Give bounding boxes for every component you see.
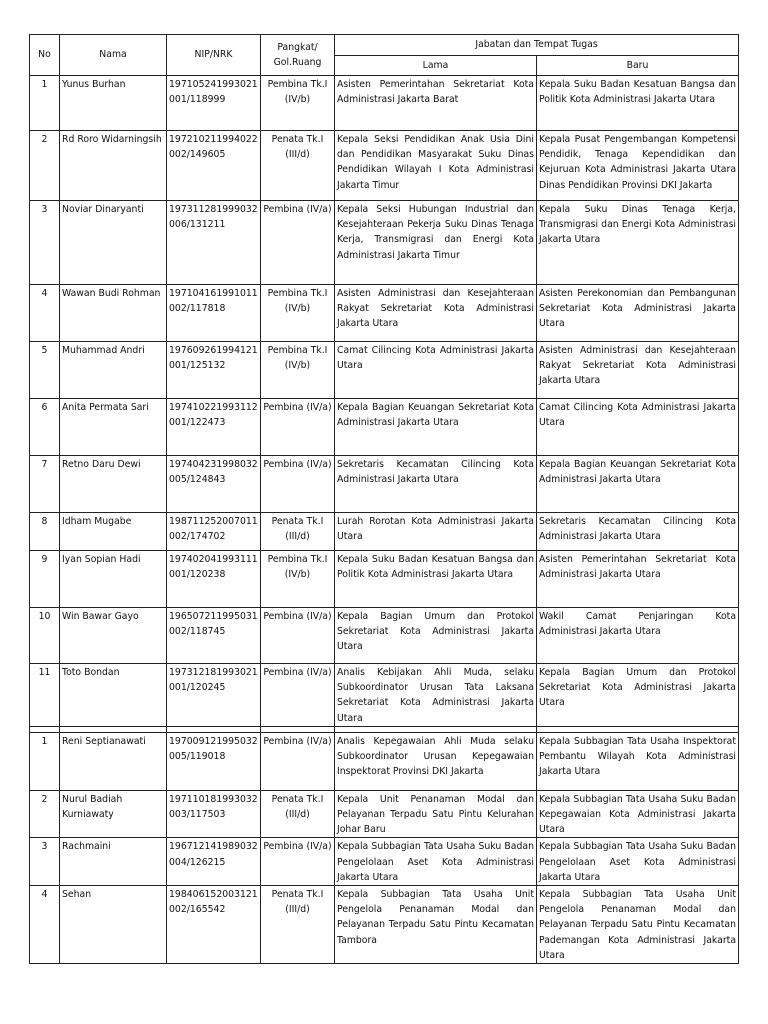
- employee-rank: [261, 608, 335, 664]
- row-number: 8: [30, 513, 60, 551]
- old-position: Kepala Unit Penanaman Modal dan Pelayanan Terpadu Satu Pintu Kelurahan Johar Baru: [335, 790, 537, 838]
- rank-grade: (III/d): [285, 149, 310, 161]
- new-position: Kepala Subbagian Tata Usaha Unit Pengelola Penanaman Modal dan Pelayanan Terpadu Satu Pintu Kecamatan Pademangan Kota Administrasi Jakarta Utara: [537, 886, 739, 964]
- employee-name: Rachmaini: [60, 838, 167, 886]
- rank-grade: (IV/b): [284, 360, 311, 372]
- row-number: 11: [30, 664, 60, 727]
- employee-nip: 197210211994022 002/149605: [167, 131, 261, 201]
- new-position: Kepala Suku Badan Kesatuan Bangsa dan Politik Kota Administrasi Jakarta Utara: [537, 76, 739, 131]
- employee-rank: [261, 664, 335, 727]
- new-position: Kepala Subbagian Tata Usaha Inspektorat Pembantu Wilayah Kota Administrasi Jakarta Utara: [537, 732, 739, 790]
- old-position: Kepala Bagian Umum dan Protokol Sekretariat Kota Administrasi Jakarta Utara: [335, 608, 537, 664]
- new-position: Kepala Bagian Keuangan Sekretariat Kota Administrasi Jakarta Utara: [537, 456, 739, 513]
- rank-title: Pembina Tk.I: [267, 79, 328, 90]
- new-position: Kepala Bagian Umum dan Protokol Sekretariat Kota Administrasi Jakarta Utara: [537, 664, 739, 727]
- rank-title: Pembina Tk.I: [267, 345, 328, 356]
- table-row: [30, 551, 739, 608]
- header-new: Baru: [537, 56, 739, 76]
- employee-rank: [261, 285, 335, 342]
- employee-name: Win Bawar Gayo: [60, 608, 167, 664]
- table-row: [30, 399, 739, 456]
- rank-grade: (IV/b): [284, 303, 311, 315]
- employee-name: Toto Bondan: [60, 664, 167, 727]
- employee-name: Wawan Budi Rohman: [60, 285, 167, 342]
- employee-name: Sehan: [60, 886, 167, 964]
- header-position-group: Jabatan dan Tempat Tugas: [335, 35, 739, 56]
- rank-grade: (III/d): [285, 531, 310, 543]
- table-row: [30, 513, 739, 551]
- employee-rank: [261, 838, 335, 886]
- row-number: 2: [30, 131, 60, 201]
- old-position: Analis Kepegawaian Ahli Muda selaku Subkoordinator Urusan Kepegawaian Inspektorat Provinsi DKI Jakarta: [335, 732, 537, 790]
- table-row: [30, 201, 739, 285]
- table-row: [30, 342, 739, 399]
- row-number: 6: [30, 399, 60, 456]
- employee-rank: [261, 201, 335, 285]
- row-number: 10: [30, 608, 60, 664]
- table-row: [30, 732, 739, 790]
- employee-nip: 197009121995032 005/119018: [167, 732, 261, 790]
- table-row: [30, 131, 739, 201]
- employee-name: Noviar Dinaryanti: [60, 201, 167, 285]
- employee-nip: 196507211995031 002/118745: [167, 608, 261, 664]
- employee-rank: [261, 399, 335, 456]
- row-number: 1: [30, 732, 60, 790]
- new-position: Asisten Administrasi dan Kesejahteraan Rakyat Sekretariat Kota Administrasi Jakarta Utara: [537, 342, 739, 399]
- employee-name: Yunus Burhan: [60, 76, 167, 131]
- header-rank-line1: Pangkat/: [277, 41, 318, 53]
- rank-title: Penata Tk.I: [271, 793, 324, 805]
- employee-rank: [261, 342, 335, 399]
- employee-rank: [261, 790, 335, 838]
- new-position: Kepala Subbagian Tata Usaha Suku Badan Pengelolaan Aset Kota Administrasi Jakarta Utara: [537, 838, 739, 886]
- table-row: [30, 76, 739, 131]
- old-position: Lurah Rorotan Kota Administrasi Jakarta Utara: [335, 513, 537, 551]
- rank-title: Pembina (IV/a): [263, 204, 332, 215]
- employee-rank: [261, 76, 335, 131]
- new-position: Kepala Pusat Pengembangan Kompetensi Pendidik, Tenaga Kependidikan dan Kejuruan Kota Administrasi Jakarta Utara Dinas Pendidikan Provinsi DKI Jakarta: [537, 131, 739, 201]
- old-position: Analis Kebijakan Ahli Muda, selaku Subkoordinator Urusan Tata Laksana Sekretariat Kota Administrasi Jakarta Utara: [335, 664, 537, 727]
- header-nip: NIP/NRK: [167, 35, 261, 76]
- old-position: Asisten Pemerintahan Sekretariat Kota Administrasi Jakarta Barat: [335, 76, 537, 131]
- row-number: 2: [30, 790, 60, 838]
- employee-name: Rd Roro Widarningsih: [60, 131, 167, 201]
- header-old: Lama: [335, 56, 537, 76]
- personnel-table: [29, 34, 739, 964]
- header-rank: [261, 35, 335, 76]
- employee-name: Muhammad Andri: [60, 342, 167, 399]
- employee-nip: 197311281999032 006/131211: [167, 201, 261, 285]
- old-position: Kepala Seksi Hubungan Industrial dan Kesejahteraan Pekerja Suku Dinas Tenaga Kerja, Transmigrasi dan Energi Kota Administrasi Jakarta Timur: [335, 201, 537, 285]
- rank-grade: (III/d): [285, 904, 310, 916]
- row-number: 3: [30, 838, 60, 886]
- rank-title: Penata Tk.I: [271, 134, 324, 145]
- header-name: Nama: [60, 35, 167, 76]
- table-row: [30, 456, 739, 513]
- old-position: Kepala Subbagian Tata Usaha Unit Pengelola Penanaman Modal dan Pelayanan Terpadu Satu Pintu Kecamatan Tambora: [335, 886, 537, 964]
- table-row: [30, 790, 739, 838]
- new-position: Kepala Subbagian Tata Usaha Suku Badan Kepegawaian Kota Administrasi Jakarta Utara: [537, 790, 739, 838]
- employee-nip: 197402041993111 001/120238: [167, 551, 261, 608]
- employee-rank: [261, 886, 335, 964]
- employee-rank: [261, 131, 335, 201]
- rank-title: Pembina (IV/a): [263, 611, 332, 622]
- employee-name: Reni Septianawati: [60, 732, 167, 790]
- old-position: Kepala Seksi Pendidikan Anak Usia Dini dan Pendidikan Masyarakat Suku Dinas Pendidikan Wilayah I Kota Administrasi Jakarta Timur: [335, 131, 537, 201]
- row-number: 5: [30, 342, 60, 399]
- old-position: Kepala Bagian Keuangan Sekretariat Kota Administrasi Jakarta Utara: [335, 399, 537, 456]
- new-position: Camat Cilincing Kota Administrasi Jakarta Utara: [537, 399, 739, 456]
- employee-nip: 197609261994121 001/125132: [167, 342, 261, 399]
- rank-title: Penata Tk.I: [271, 889, 324, 901]
- employee-nip: 197104161991011 002/117818: [167, 285, 261, 342]
- employee-nip: 197105241993021 001/118999: [167, 76, 261, 131]
- employee-rank: [261, 732, 335, 790]
- employee-name: Anita Permata Sari: [60, 399, 167, 456]
- row-number: 3: [30, 201, 60, 285]
- rank-title: Pembina (IV/a): [263, 841, 332, 853]
- old-position: Sekretaris Kecamatan Cilincing Kota Administrasi Jakarta Utara: [335, 456, 537, 513]
- employee-rank: [261, 551, 335, 608]
- employee-nip: 196712141989032 004/126215: [167, 838, 261, 886]
- employee-name: Nurul Badiah Kurniawaty: [60, 790, 167, 838]
- employee-rank: [261, 513, 335, 551]
- rank-title: Pembina (IV/a): [263, 402, 332, 413]
- row-number: 4: [30, 886, 60, 964]
- old-position: Kepala Subbagian Tata Usaha Suku Badan Pengelolaan Aset Kota Administrasi Jakarta Utara: [335, 838, 537, 886]
- rank-grade: (IV/b): [284, 569, 311, 581]
- new-position: Sekretaris Kecamatan Cilincing Kota Administrasi Jakarta Utara: [537, 513, 739, 551]
- rank-title: Penata Tk.I: [271, 516, 324, 527]
- employee-name: Retno Daru Dewi: [60, 456, 167, 513]
- table-row: [30, 838, 739, 886]
- old-position: Asisten Administrasi dan Kesejahteraan Rakyat Sekretariat Kota Administrasi Jakarta Utara: [335, 285, 537, 342]
- table-row: [30, 886, 739, 964]
- employee-nip: 198711252007011 002/174702: [167, 513, 261, 551]
- employee-nip: 198406152003121 002/165542: [167, 886, 261, 964]
- rank-title: Pembina (IV/a): [263, 735, 332, 747]
- new-position: Kepala Suku Dinas Tenaga Kerja, Transmigrasi dan Energi Kota Administrasi Jakarta Utara: [537, 201, 739, 285]
- old-position: Kepala Suku Badan Kesatuan Bangsa dan Politik Kota Administrasi Jakarta Utara: [335, 551, 537, 608]
- old-position: Camat Cilincing Kota Administrasi Jakarta Utara: [335, 342, 537, 399]
- header-no: No: [30, 35, 60, 76]
- row-number: 9: [30, 551, 60, 608]
- employee-name: Idham Mugabe: [60, 513, 167, 551]
- rank-title: Pembina Tk.I: [267, 554, 328, 565]
- rank-title: Pembina (IV/a): [263, 667, 332, 678]
- new-position: Asisten Perekonomian dan Pembangunan Sekretariat Kota Administrasi Jakarta Utara: [537, 285, 739, 342]
- table-row: [30, 664, 739, 727]
- row-number: 4: [30, 285, 60, 342]
- table-row: [30, 285, 739, 342]
- header-row: [30, 35, 739, 56]
- employee-rank: [261, 456, 335, 513]
- employee-name: Iyan Sopian Hadi: [60, 551, 167, 608]
- table-body-group-2: [30, 732, 739, 963]
- new-position: Asisten Pemerintahan Sekretariat Kota Administrasi Jakarta Utara: [537, 551, 739, 608]
- rank-grade: (IV/b): [284, 94, 311, 106]
- row-number: 1: [30, 76, 60, 131]
- employee-nip: 197404231998032 005/124843: [167, 456, 261, 513]
- employee-nip: 197110181993032 003/117503: [167, 790, 261, 838]
- table-row: [30, 608, 739, 664]
- employee-nip: 197410221993112 001/122473: [167, 399, 261, 456]
- rank-title: Pembina Tk.I: [267, 288, 328, 299]
- employee-nip: 197312181993021 001/120245: [167, 664, 261, 727]
- row-number: 7: [30, 456, 60, 513]
- rank-grade: (III/d): [285, 809, 310, 821]
- header-rank-line2: Gol.Ruang: [273, 57, 322, 68]
- new-position: Wakil Camat Penjaringan Kota Administrasi Jakarta Utara: [537, 608, 739, 664]
- table-body-group-1: [30, 76, 739, 727]
- rank-title: Pembina (IV/a): [263, 459, 332, 470]
